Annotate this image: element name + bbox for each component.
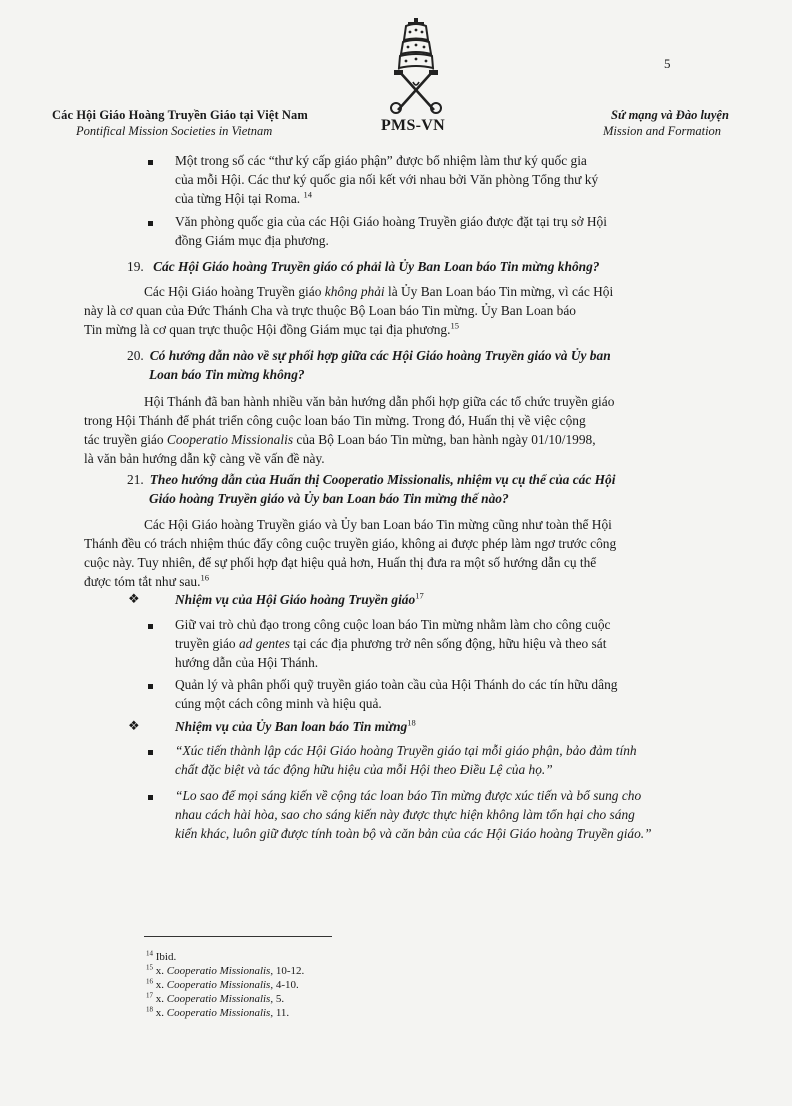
answer-20: Hội Thánh đã ban hành nhiều văn bản hướng dẫn phối hợp giữa các tổ chức truyền giáo trong Hội Thánh để phát triển công cuộc loan báo Tin mừng. Trong đó, Huấn thị về việc cộng tác truyền giáo Cooperatio Missionalis của Bộ Loan báo Tin mừng, ban hành ngày 01/10/1998, là văn bản hướng dẫn kỹ càng về vấn đề này. [84, 394, 615, 466]
header-left-english: Pontifical Mission Societies in Vietnam [76, 124, 273, 138]
page-number: 5 [664, 56, 671, 71]
footnote-ref: 15 [450, 320, 459, 331]
diamond-bullet-icon: ❖ [128, 592, 140, 607]
header-right-english: Mission and Formation [603, 124, 722, 138]
section-heading-commission: Nhiệm vụ của Ủy Ban loan báo Tin mừng$^{18}$ [175, 717, 416, 734]
list-item: Văn phòng quốc gia của các Hội Giáo hoàng Truyền giáo được đặt tại trụ sở Hội đồng Giám mục địa phương. [175, 214, 607, 248]
footnote: $^{15}$ x. Cooperatio Missionalis, 10-12. [146, 963, 305, 977]
answer-19: Các Hội Giáo hoàng Truyền giáo không phải là Ủy Ban Loan báo Tin mừng, vì các Hội này là cơ quan của Đức Thánh Cha và trực thuộc Bộ Loan báo Tin mừng. Ủy Ban Loan báo Tin mừng là cơ quan trực thuộc Hội đồng Giám mục tại địa phương.$^{15}$ [84, 284, 614, 337]
footnote-ref: 18 [407, 717, 416, 728]
list-item: Một trong số các “thư ký cấp giáo phận” được bổ nhiệm làm thư ký quốc gia của mỗi Hội. Các thư ký quốc gia nối kết với nhau bởi Văn phòng Tổng thư ký của từng Hội tại Roma. $^{14}$ [175, 153, 599, 206]
answer-21: Các Hội Giáo hoàng Truyền giáo và Ủy ban Loan báo Tin mừng cũng như toàn thể Hội Thánh đều có trách nhiệm thúc đẩy công cuộc truyền giáo, không ai được phép làm ngơ trước công cuộc này. Tuy nhiên, để sự phối hợp đạt hiệu quả hơn, Huấn thị đưa ra một số hướng dẫn cụ thể được tóm tắt như sau.$^{16}$ [84, 517, 617, 589]
header-right [595, 108, 745, 139]
square-bullet-icon [148, 160, 153, 165]
footnote-divider [144, 936, 332, 937]
square-bullet-icon [148, 624, 153, 629]
header-left-vietnamese: Các Hội Giáo Hoàng Truyền Giáo tại Việt Nam [52, 108, 308, 122]
question-20: 20. Có hướng dẫn nào về sự phối hợp giữa các Hội Giáo hoàng Truyền giáo và Ủy ban Loan báo Tin mừng không? [127, 348, 611, 382]
question-19: 19. Các Hội Giáo hoàng Truyền giáo có phải là Ủy Ban Loan báo Tin mừng không? [127, 259, 600, 274]
footnote: $^{14}$ Ibid. [146, 949, 177, 963]
footnote-ref: 17 [415, 590, 424, 601]
square-bullet-icon [148, 750, 153, 755]
header-left [52, 108, 352, 139]
diamond-bullet-icon: ❖ [128, 719, 140, 734]
list-item: “Xúc tiến thành lập các Hội Giáo hoàng Truyền giáo tại mỗi giáo phận, bảo đảm tính chất đặc biệt và tác động hữu hiệu của mỗi Hội theo Điều Lệ của họ.” [175, 743, 637, 777]
list-item: Quản lý và phân phối quỹ truyền giáo toàn cầu của Hội Thánh do các tín hữu dâng cúng một cách công minh và hiệu quả. [175, 677, 618, 711]
question-21: 21. Theo hướng dẫn của Huấn thị Cooperatio Missionalis, nhiệm vụ cụ thể của các Hội Giáo hoàng Truyền giáo và Ủy ban Loan báo Tin mừng thế nào? [127, 472, 616, 506]
square-bullet-icon [148, 684, 153, 689]
footnote-ref: 16 [200, 572, 209, 583]
list-item: “Lo sao để mọi sáng kiến về cộng tác loan báo Tin mừng được xúc tiến và bổ sung cho nhau cách hài hòa, sao cho sáng kiến này được thực hiện không làm tổn hại cho sáng kiến khác, luôn giữ được tính toàn bộ và căn bản của các Hội Giáo hoàng Truyền giáo.” [175, 788, 652, 841]
papal-tiara-keys-logo [386, 18, 446, 118]
section-heading-pms: Nhiệm vụ của Hội Giáo hoàng Truyền giáo$^{17}$ [175, 590, 424, 607]
logo-text: PMS-VN [380, 117, 445, 134]
header-right-vietnamese: Sứ mạng và Đào luyện [611, 108, 729, 122]
list-item: Giữ vai trò chủ đạo trong công cuộc loan báo Tin mừng nhằm làm cho công cuộc truyền giáo ad gentes tại các địa phương trở nên sống động, hữu hiệu và theo sát hướng dẫn của Hội Thánh. [175, 617, 611, 670]
footnote-ref: 14 [303, 189, 313, 200]
footnote: $^{17}$ x. Cooperatio Missionalis, 5. [146, 991, 285, 1005]
square-bullet-icon [148, 795, 153, 800]
square-bullet-icon [148, 221, 153, 226]
footnote: $^{18}$ x. Cooperatio Missionalis, 11. [146, 1005, 290, 1019]
footnote: $^{16}$ x. Cooperatio Missionalis, 4-10. [146, 977, 299, 991]
